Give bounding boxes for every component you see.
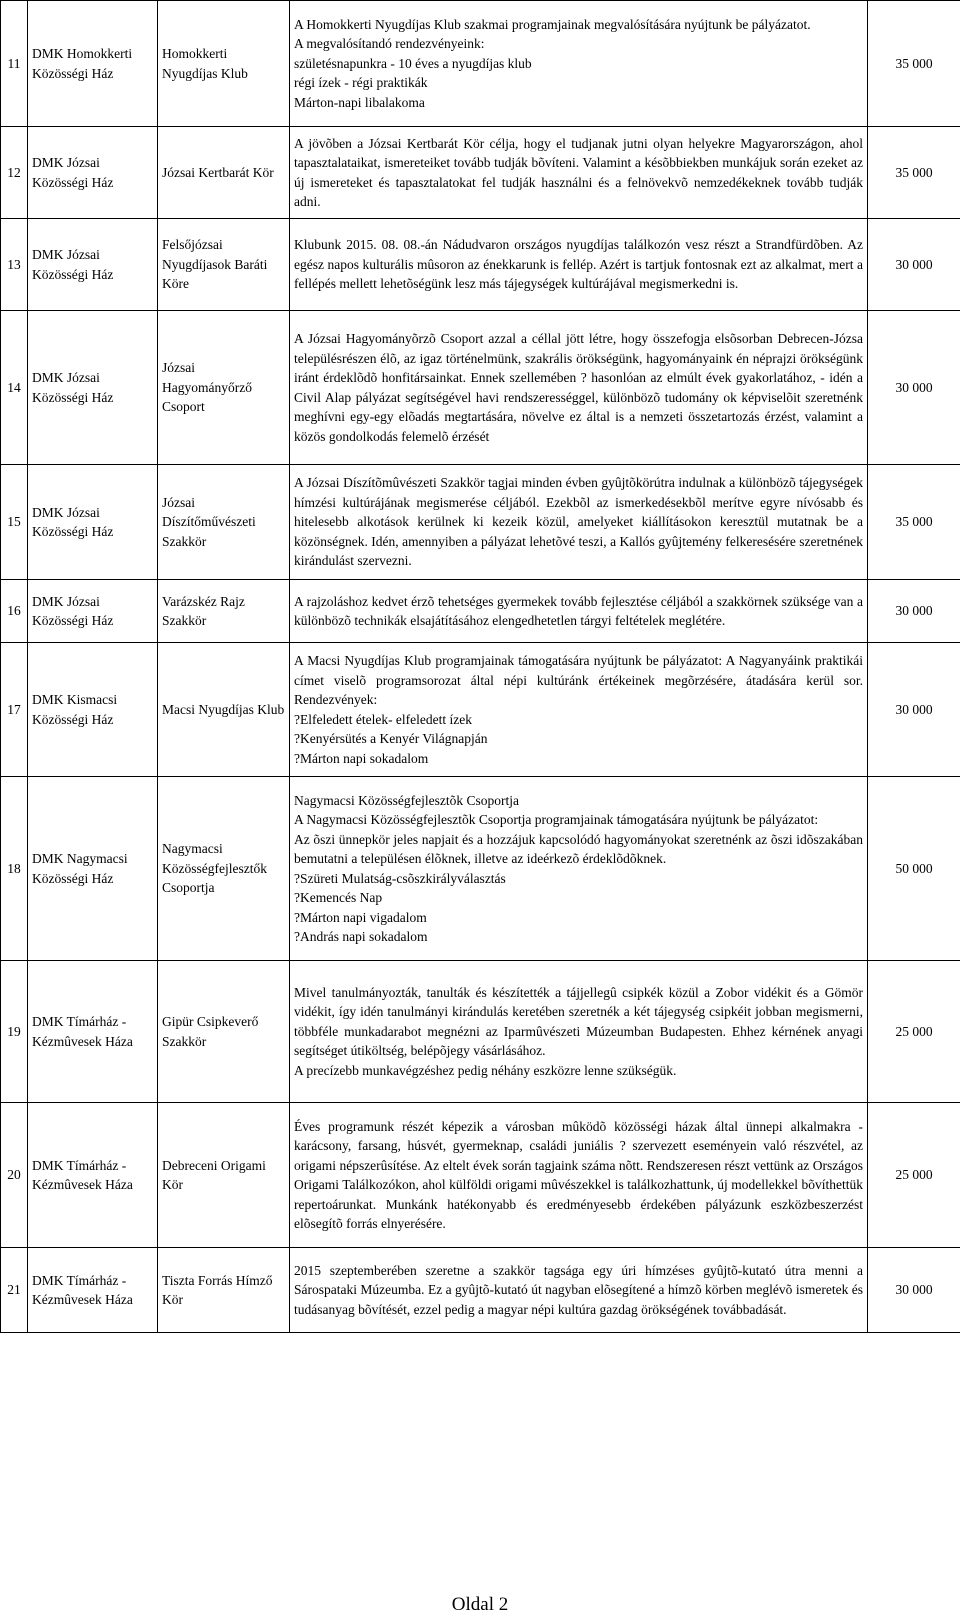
organization-cell: DMK Tímárház - Kézmûvesek Háza — [28, 1248, 158, 1333]
organization-cell: DMK Homokkerti Közösségi Ház — [28, 1, 158, 127]
description-line: Nagymacsi Közösségfejlesztõk Csoportja — [294, 791, 863, 811]
description-cell — [290, 1, 868, 127]
table-row — [1, 777, 960, 961]
description-line: Mivel tanulmányozták, tanulták és készítették a tájjellegû csipkék közül a Zobor vidékit és a Gömör vidékit, így idén tanulmányi kirándulás keretében szeretnék a két tájegység csipkéit jobban megismerni, többféle munkadarabot megnézni az Iparmûvészeti Múzeumban Budapesten. Ehhez kérnének anyagi segítséget útiköltség, belépõjegy vásárlásához. — [294, 983, 863, 1061]
description-cell — [290, 219, 868, 311]
description-line: régi ízek - régi praktikák — [294, 73, 863, 93]
amount-cell: 30 000 — [868, 580, 960, 643]
organization-cell: DMK Józsai Közösségi Ház — [28, 465, 158, 580]
group-cell: Józsai Kertbarát Kör — [158, 127, 290, 219]
organization-cell: DMK Józsai Közösségi Ház — [28, 219, 158, 311]
description-line: ?Szüreti Mulatság-csõszkirályválasztás — [294, 869, 863, 889]
row-number: 15 — [1, 465, 28, 580]
description-line: ?András napi sokadalom — [294, 927, 863, 947]
description-cell — [290, 127, 868, 219]
description-line: ?Kemencés Nap — [294, 888, 863, 908]
table-row — [1, 580, 960, 643]
description-cell — [290, 777, 868, 961]
table-row — [1, 311, 960, 465]
table-row — [1, 219, 960, 311]
description-line: Márton-napi libalakoma — [294, 93, 863, 113]
grant-table-body — [1, 1, 960, 1333]
description-line: A Józsai Hagyományõrzõ Csoport azzal a céllal jött létre, hogy összefogja elsõsorban Debrecen-Józsa településrészen élõ, az igaz történelmünk, szakrális örökségünk, hagyományaink én néprajzi örökségünk iránt érdeklõdõ honfitársainkat. Ennek szellemében ? hasonlóan az elmúlt évek gyakorlatához, - idén a Civil Alap pályázat segítségével havi rendszerességgel, különbözõ tudomány ok képviselõit szeretnénk meghívni egy-egy elõadás megtartására, növelve ez által is a nemzeti összetartozás érzést, valamint a közös gondolkodás felemelõ érzését — [294, 329, 863, 446]
row-number: 19 — [1, 961, 28, 1103]
table-row — [1, 1, 960, 127]
description-cell — [290, 465, 868, 580]
row-number: 14 — [1, 311, 28, 465]
organization-cell: DMK Józsai Közösségi Ház — [28, 580, 158, 643]
page-number: Oldal 2 — [0, 1594, 960, 1616]
group-cell: Debreceni Origami Kör — [158, 1103, 290, 1248]
amount-cell: 35 000 — [868, 465, 960, 580]
description-cell — [290, 961, 868, 1103]
row-number: 13 — [1, 219, 28, 311]
group-cell: Gipür Csipkeverő Szakkör — [158, 961, 290, 1103]
amount-cell: 25 000 — [868, 961, 960, 1103]
organization-cell: DMK Józsai Közösségi Ház — [28, 311, 158, 465]
table-row — [1, 465, 960, 580]
description-line: 2015 szeptemberében szeretne a szakkör tagsága egy úri hímzéses gyûjtõ-kutató útra menni a Sárospataki Múzeumba. Ez a gyûjtõ-kutató út nagyban elõsegítené a hímzõ körben meglévõ ismeretek és tudásanyag bõvítését, ezzel pedig a magyar népi kultúra gazdag örökségének továbbadását. — [294, 1261, 863, 1320]
description-line: ?Elfeledett ételek- elfeledett ízek — [294, 710, 863, 730]
row-number: 17 — [1, 643, 28, 777]
description-line: ?Márton napi sokadalom — [294, 749, 863, 769]
description-line: A Homokkerti Nyugdíjas Klub szakmai programjainak megvalósítására nyújtunk be pályázatot. — [294, 15, 863, 35]
description-line: A jövõben a Józsai Kertbarát Kör célja, hogy el tudjanak jutni olyan helyekre Magyarországon, ahol tapasztalataikat, ismereteiket tovább tudják bõvíteni. Valamint a késõbbiekben munkájuk során ezeket az új ismereteket és tapasztalatokat fel tudják használni és a felnövekvõ nemzedékeknek tovább tudják adni. — [294, 134, 863, 212]
organization-cell: DMK Tímárház - Kézmûvesek Háza — [28, 1103, 158, 1248]
description-line: Éves programunk részét képezik a városban mûködõ közösségi házak által ünnepi alkalmakra - karácsony, farsang, húsvét, gyermeknap, családi juniális ? szervezett eseményein való részvétel, az origami népszerûsítése. Az eltelt évek során tagjaink száma nõtt. Rendszeresen részt vettünk az Országos Origami Találkozókon, ahol külföldi origami mûvészekkel is találkozhattunk, új modellekkel bõvíthettük repertoárunkat. Munkánk hatékonyabb és eredményesebb érdekében pályázunk eszközbeszerzést elõsegítõ forrás elnyerésére. — [294, 1117, 863, 1234]
table-row — [1, 643, 960, 777]
description-line: A precízebb munkavégzéshez pedig néhány eszközre lenne szükségük. — [294, 1061, 863, 1081]
amount-cell: 35 000 — [868, 1, 960, 127]
amount-cell: 25 000 — [868, 1103, 960, 1248]
row-number: 18 — [1, 777, 28, 961]
group-cell: Varázskéz Rajz Szakkör — [158, 580, 290, 643]
amount-cell: 30 000 — [868, 311, 960, 465]
group-cell: Homokkerti Nyugdíjas Klub — [158, 1, 290, 127]
description-line: A rajzoláshoz kedvet érzõ tehetséges gyermekek tovább fejlesztése céljából a szakkörnek szüksége van a különbözõ technikák elsajátításához elengedhetetlen tárgyi feltételek meglétére. — [294, 592, 863, 631]
description-cell — [290, 580, 868, 643]
organization-cell: DMK Tímárház - Kézmûvesek Háza — [28, 961, 158, 1103]
description-line: ?Márton napi vigadalom — [294, 908, 863, 928]
description-cell — [290, 643, 868, 777]
description-line: A Macsi Nyugdíjas Klub programjainak támogatására nyújtunk be pályázatot: A Nagyanyáink praktikái címet viselõ programsorozat által népi kultúránk értékeinek megõrzésére, átadására kerül sor. Rendezvények: — [294, 651, 863, 710]
description-cell — [290, 1248, 868, 1333]
group-cell: Józsai Díszítőművészeti Szakkör — [158, 465, 290, 580]
amount-cell: 30 000 — [868, 219, 960, 311]
group-cell: Macsi Nyugdíjas Klub — [158, 643, 290, 777]
table-row — [1, 127, 960, 219]
group-cell: Felsőjózsai Nyugdíjasok Baráti Köre — [158, 219, 290, 311]
group-cell: Tiszta Forrás Hímző Kör — [158, 1248, 290, 1333]
description-line: A Nagymacsi Közösségfejlesztõk Csoportja programjainak támogatására nyújtunk be pályázatot: — [294, 810, 863, 830]
table-row — [1, 961, 960, 1103]
amount-cell: 30 000 — [868, 643, 960, 777]
table-row — [1, 1248, 960, 1333]
organization-cell: DMK Józsai Közösségi Ház — [28, 127, 158, 219]
row-number: 11 — [1, 1, 28, 127]
row-number: 20 — [1, 1103, 28, 1248]
group-cell: Józsai Hagyományőrző Csoport — [158, 311, 290, 465]
description-line: ?Kenyérsütés a Kenyér Világnapján — [294, 729, 863, 749]
description-cell — [290, 1103, 868, 1248]
table-row — [1, 1103, 960, 1248]
description-line: A Józsai Díszítõmûvészeti Szakkör tagjai minden évben gyûjtõkörútra indulnak a különbözõ tájegységek hímzési kultúrájának megismerése céljából. Ezekbõl az ismerkedésekbõl merítve egyre nívósabb és hitelesebb alkotások kerülnek ki kezeik közül, amelyeket kiállításokon keresztül mutatnak be a közönségnek. Idén, amennyiben a pályázat lehetõvé teszi, a Kallós gyûjtemény felkeresésére szeretnének kirándulást szervezni. — [294, 473, 863, 571]
row-number: 21 — [1, 1248, 28, 1333]
description-line: születésnapunkra - 10 éves a nyugdíjas klub — [294, 54, 863, 74]
row-number: 12 — [1, 127, 28, 219]
amount-cell: 50 000 — [868, 777, 960, 961]
amount-cell: 30 000 — [868, 1248, 960, 1333]
row-number: 16 — [1, 580, 28, 643]
organization-cell: DMK Nagymacsi Közösségi Ház — [28, 777, 158, 961]
description-cell — [290, 311, 868, 465]
group-cell: Nagymacsi Közösségfejlesztők Csoportja — [158, 777, 290, 961]
description-line: Klubunk 2015. 08. 08.-án Nádudvaron országos nyugdíjas találkozón vesz részt a Strandfürdõben. Az egész napos kulturális mûsoron az énekkarunk is fellép. Azért is tartjuk fontosnak ezt az alkalmat, mert a fellépés mellett lehetõségünk lesz más tájegységek kultúrájával megismerkedni is. — [294, 235, 863, 294]
description-line: Az õszi ünnepkör jeles napjait és a hozzájuk kapcsolódó hagyományokat szeretnénk az õszi idõszakában bemutatni a településen élõknek, illetve az ideérkezõ érdeklõdõknek. — [294, 830, 863, 869]
organization-cell: DMK Kismacsi Közösségi Ház — [28, 643, 158, 777]
amount-cell: 35 000 — [868, 127, 960, 219]
description-line: A megvalósítandó rendezvényeink: — [294, 34, 863, 54]
